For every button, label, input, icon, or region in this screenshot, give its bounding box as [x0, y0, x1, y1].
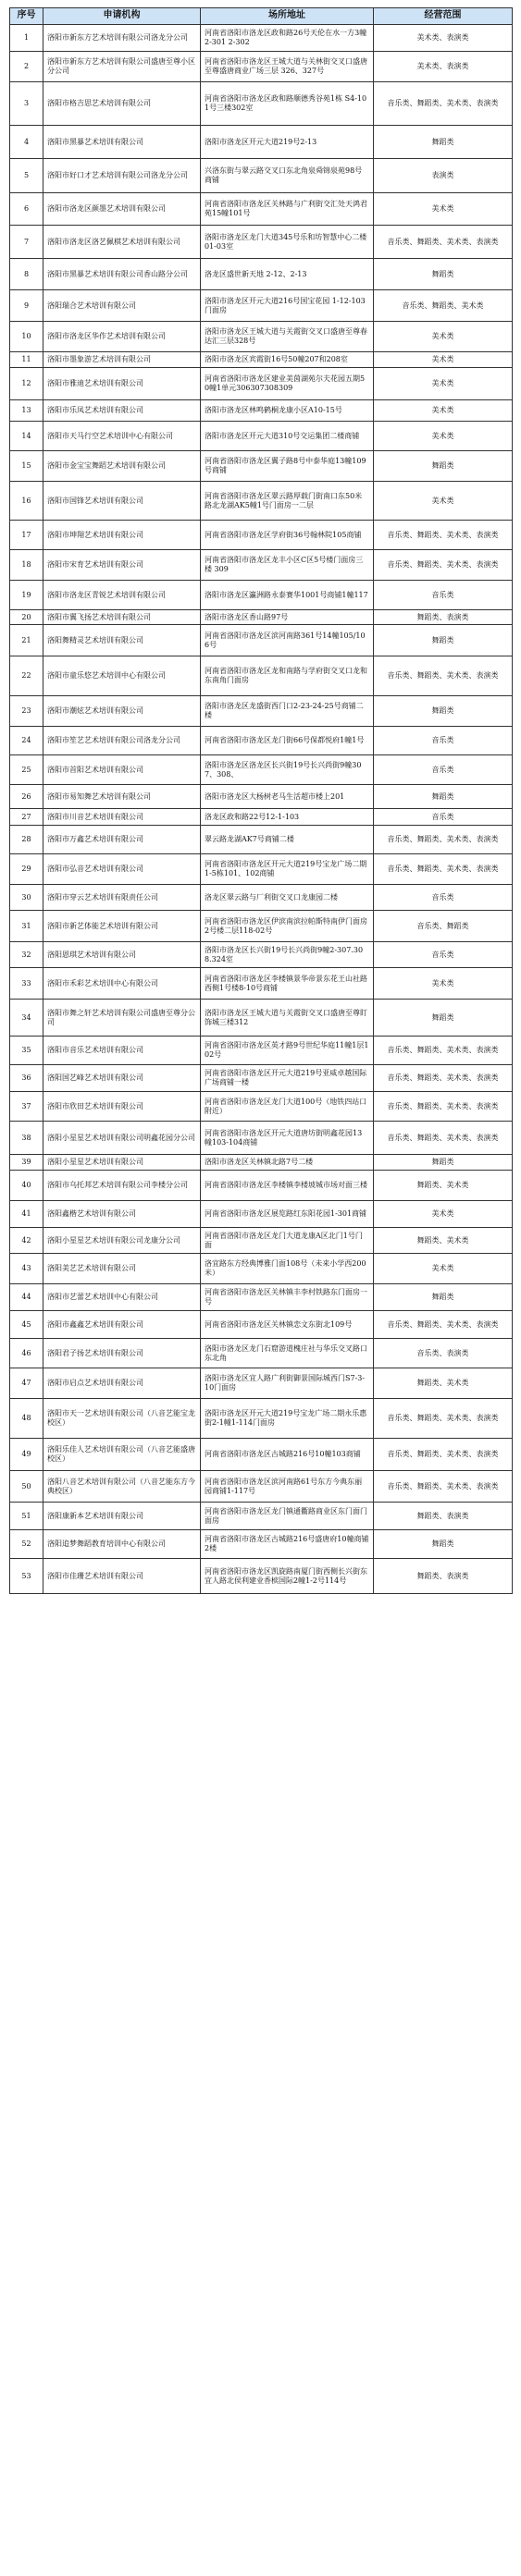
venue-address: 河南省洛阳市洛龙区滨河南路61号东方今典东丽园商铺1-117号	[201, 1471, 374, 1503]
venue-address: 河南省洛阳市洛龙区开元大道219号宝龙广场二期1-5栋101、102商铺	[201, 854, 374, 885]
row-number: 8	[10, 259, 43, 290]
table-row	[10, 159, 513, 193]
table-row	[10, 1503, 513, 1530]
table-row	[10, 193, 513, 226]
table-row	[10, 451, 513, 482]
business-scope: 舞蹈类、表演类	[374, 1503, 513, 1530]
row-number: 9	[10, 290, 43, 322]
business-scope: 音乐类、舞蹈类、美术类、表演类	[374, 826, 513, 854]
row-number: 20	[10, 610, 43, 625]
row-number: 29	[10, 854, 43, 885]
table-row	[10, 696, 513, 727]
row-number: 6	[10, 193, 43, 226]
institution-name: 洛阳市黑暴艺术培训有限公司香山路分公司	[43, 259, 201, 290]
venue-address: 河南省洛阳市洛龙区龙门镇通衢路商业区东门面门面房	[201, 1503, 374, 1530]
business-scope: 美术类	[374, 322, 513, 352]
institution-name: 洛阳市潮炫艺术培训有限公司	[43, 696, 201, 727]
institution-name: 洛阳市宋育艺术培训有限公司	[43, 550, 201, 581]
business-scope: 表演类	[374, 159, 513, 193]
row-number: 40	[10, 1171, 43, 1201]
row-number: 31	[10, 911, 43, 942]
row-number: 43	[10, 1254, 43, 1284]
institution-name: 洛阳市首阳艺术培训有限公司	[43, 755, 201, 785]
business-scope: 音乐类、舞蹈类、美术类、表演类	[374, 1311, 513, 1339]
table-row	[10, 1368, 513, 1399]
table-row	[10, 352, 513, 368]
table-row	[10, 755, 513, 785]
business-scope: 舞蹈类	[374, 259, 513, 290]
row-number: 45	[10, 1311, 43, 1339]
table-body	[10, 25, 513, 1594]
institution-name: 洛阳市天马行空艺术培训中心有限公司	[43, 422, 201, 451]
venue-address: 河南省洛阳市洛龙区展览路红东阳花园1-301商铺	[201, 1201, 374, 1228]
table-row	[10, 126, 513, 159]
business-scope: 音乐类、舞蹈类、美术类、表演类	[374, 1471, 513, 1503]
business-scope: 舞蹈类、美术类	[374, 1228, 513, 1254]
row-number: 1	[10, 25, 43, 52]
business-scope: 舞蹈类、表演类	[374, 1559, 513, 1594]
business-scope: 音乐类、舞蹈类、美术类、表演类	[374, 656, 513, 696]
table-row	[10, 550, 513, 581]
institution-name: 洛阳市国锋艺术培训有限公司	[43, 482, 201, 521]
institution-name: 洛阳市笙艺艺术培训有限公司洛龙分公司	[43, 727, 201, 755]
venue-address: 河南省洛阳市洛龙区滨河南路361号14幢105/106号	[201, 625, 374, 656]
institution-name: 洛阳乐佳人艺术培训有限公司（八音艺能盛唐校区）	[43, 1439, 201, 1471]
business-scope: 美术类	[374, 193, 513, 226]
business-scope: 音乐类	[374, 809, 513, 826]
row-number: 27	[10, 809, 43, 826]
venue-address: 洛阳市洛龙区开元大道310号交运集团二楼商铺	[201, 422, 374, 451]
business-scope: 舞蹈类	[374, 785, 513, 809]
institution-name: 洛阳市新东方艺术培训有限公司洛龙分公司	[43, 25, 201, 52]
row-number: 12	[10, 368, 43, 400]
business-scope: 音乐类、舞蹈类、美术类、表演类	[374, 1037, 513, 1065]
row-number: 25	[10, 755, 43, 785]
venue-address: 洛阳市洛龙区宾霞街16号50幢207和208室	[201, 352, 374, 368]
venue-address: 河南省洛阳市洛龙区凯旋路南厦门街西侧长兴街东宜人路北侯利建业香槟国际2幢1-2号114号	[201, 1559, 374, 1594]
business-scope: 美术类	[374, 968, 513, 1000]
business-scope: 舞蹈类	[374, 1155, 513, 1171]
venue-address: 河南省洛阳市洛龙区古城路216号盛唐府10幢商铺2楼	[201, 1530, 374, 1559]
table-row	[10, 400, 513, 422]
table-row	[10, 1439, 513, 1471]
row-number: 5	[10, 159, 43, 193]
institution-name: 洛阳市穿云艺术培训有限责任公司	[43, 885, 201, 911]
business-scope: 舞蹈类	[374, 126, 513, 159]
table-row	[10, 1339, 513, 1368]
row-number: 50	[10, 1471, 43, 1503]
business-scope: 美术类	[374, 352, 513, 368]
row-number: 13	[10, 400, 43, 422]
row-number: 47	[10, 1368, 43, 1399]
venue-address: 河南省洛阳市洛龙区翠云路厚载门街南口东50米路北龙湖AK5幢1号门面房一二层	[201, 482, 374, 521]
row-number: 14	[10, 422, 43, 451]
venue-address: 洛宜路东方经典博雅门面108号（未来小学西200米）	[201, 1254, 374, 1284]
row-number: 24	[10, 727, 43, 755]
row-number: 22	[10, 656, 43, 696]
venue-address: 翠云路龙湖AK7号商铺二楼	[201, 826, 374, 854]
row-number: 42	[10, 1228, 43, 1254]
venue-address: 洛阳市洛龙区开元大道216号国宝花园 1-12-103 门面房	[201, 290, 374, 322]
table-row	[10, 521, 513, 550]
business-scope: 美术类	[374, 1201, 513, 1228]
institution-name: 洛阳市坤翔艺术培训有限公司	[43, 521, 201, 550]
venue-address: 河南省洛阳市洛龙区关林镇丰李村铁路东门面房一号	[201, 1284, 374, 1311]
row-number: 17	[10, 521, 43, 550]
venue-address: 河南省洛阳市洛龙区伊滨南滨拉帕斯特南伊门面房2号楼二层118-02号	[201, 911, 374, 942]
venue-address: 洛阳市洛龙区宜人路广利街御景国际城西门S7-3-10门面房	[201, 1368, 374, 1399]
table-row	[10, 226, 513, 259]
business-scope: 音乐类、舞蹈类、美术类、表演类	[374, 1065, 513, 1092]
venue-address: 河南省洛阳市洛龙区龙门大道100号（地铁四站口附近）	[201, 1092, 374, 1122]
institution-name: 洛阳瑞合艺术培训有限公司	[43, 290, 201, 322]
table-row	[10, 1122, 513, 1155]
venue-address: 洛龙区盛世新天地 2-12、2-13	[201, 259, 374, 290]
row-number: 2	[10, 52, 43, 82]
header-org: 申请机构	[43, 8, 201, 25]
table-row	[10, 885, 513, 911]
institution-name: 洛阳市禾彩艺术培训中心有限公司	[43, 968, 201, 1000]
business-scope: 美术类	[374, 422, 513, 451]
row-number: 30	[10, 885, 43, 911]
institution-name: 洛阳市洛龙区颜墨艺术培训有限公司	[43, 193, 201, 226]
institution-name: 洛阳市乌托邦艺术培训有限公司李楼分公司	[43, 1171, 201, 1201]
business-scope: 美术类	[374, 400, 513, 422]
table-row	[10, 625, 513, 656]
table-row	[10, 1559, 513, 1594]
institution-name: 洛阳追梦舞蹈教育培训中心有限公司	[43, 1530, 201, 1559]
institution-name: 洛阳市川音艺术培训有限公司	[43, 809, 201, 826]
venue-address: 河南省洛阳市洛龙区建业美茵湖苑尔夫花园五期50幢1单元306307308309	[201, 368, 374, 400]
venue-address: 洛阳市洛龙区王城大道与关霞街交叉口盛唐至尊盯饰城三楼312	[201, 1000, 374, 1037]
business-scope: 音乐类、舞蹈类、美术类、表演类	[374, 1092, 513, 1122]
institution-name: 洛阳市佳珊艺术培训有限公司	[43, 1559, 201, 1594]
table-row	[10, 52, 513, 82]
venue-address: 洛阳市洛龙区洛龙区长兴街19号长兴尚街9幢307、308、	[201, 755, 374, 785]
business-scope: 音乐类、舞蹈类、美术类、表演类	[374, 82, 513, 126]
table-row	[10, 854, 513, 885]
venue-address: 河南省洛阳市洛龙区关林路与广利街交汇处天鸿君苑15幢101号	[201, 193, 374, 226]
business-scope: 音乐类	[374, 885, 513, 911]
row-number: 4	[10, 126, 43, 159]
institution-name: 洛阳市新艺体能艺术培训有限公司	[43, 911, 201, 942]
institution-name: 洛阳市鑫鑫艺术培训有限公司	[43, 1311, 201, 1339]
institution-name: 洛阳市翼飞扬艺术培训有限公司	[43, 610, 201, 625]
table-row	[10, 942, 513, 968]
row-number: 11	[10, 352, 43, 368]
venue-address: 洛阳市洛龙区开元大道219号宝龙广场二期永乐惠街2-1幢1-114门面房	[201, 1399, 374, 1439]
institution-name: 洛阳市雅迪艺术培训有限公司	[43, 368, 201, 400]
table-header	[10, 8, 513, 25]
table-row	[10, 1399, 513, 1439]
institution-name: 洛阳小星星艺术培训有限公司	[43, 1155, 201, 1171]
row-number: 48	[10, 1399, 43, 1439]
venue-address: 洛阳市洛龙区龙盛街西门口2-23-24-25号商铺二楼	[201, 696, 374, 727]
row-number: 39	[10, 1155, 43, 1171]
venue-address: 洛阳市洛龙区大杨树老马生活超市楼上201	[201, 785, 374, 809]
table-row	[10, 656, 513, 696]
header-address: 场所地址	[201, 8, 374, 25]
venue-address: 洛龙区翠云路与厂利街交叉口龙康园二楼	[201, 885, 374, 911]
business-scope: 音乐类、舞蹈类、美术类、表演类	[374, 854, 513, 885]
institution-name: 洛阳市童乐悠艺术培训中心有限公司	[43, 656, 201, 696]
institution-name: 洛阳市洛龙区华作艺术培训有限公司	[43, 322, 201, 352]
header-scope: 经营范围	[374, 8, 513, 25]
business-scope: 音乐类、舞蹈类、美术类、表演类	[374, 1122, 513, 1155]
institution-name: 洛阳鑫楷艺术培训有限公司	[43, 1201, 201, 1228]
venue-address: 河南省洛阳市洛龙区李楼镇李楼坡城市场对面三楼	[201, 1171, 374, 1201]
venue-address: 洛阳市洛龙区开元大道219号2-13	[201, 126, 374, 159]
table-row	[10, 1155, 513, 1171]
institution-name: 洛阳市黑暴艺术培训有限公司	[43, 126, 201, 159]
table-row	[10, 1171, 513, 1201]
venue-address: 河南省洛阳市洛龙区英才路9号世纪华庭11幢1层102号	[201, 1037, 374, 1065]
business-scope: 音乐类	[374, 755, 513, 785]
table-row	[10, 1530, 513, 1559]
institution-name: 洛阳市音乐艺术培训有限公司	[43, 1037, 201, 1065]
business-scope: 美术类	[374, 482, 513, 521]
venue-address: 河南省洛阳市洛龙区学府街36号翰林院105商铺	[201, 521, 374, 550]
institution-name: 洛阳小星星艺术培训有限公司明鑫花园分公司	[43, 1122, 201, 1155]
venue-address: 河南省洛阳市洛龙区龙丰小区C区5号楼门面房三楼 309	[201, 550, 374, 581]
row-number: 44	[10, 1284, 43, 1311]
row-number: 51	[10, 1503, 43, 1530]
venue-address: 兴洛东街与翠云路交叉口东北角泉舜锦泉苑98号商铺	[201, 159, 374, 193]
table-row	[10, 610, 513, 625]
institution-name: 洛阳市舞之轩艺术培训有限公司盛唐至尊分公司	[43, 1000, 201, 1037]
institution-name: 洛阳市好口才艺术培训有限公司洛龙分公司	[43, 159, 201, 193]
institution-name: 洛阳市欣田艺术培训有限公司	[43, 1092, 201, 1122]
table-row	[10, 259, 513, 290]
row-number: 37	[10, 1092, 43, 1122]
table-row	[10, 911, 513, 942]
business-scope: 舞蹈类、表演类	[374, 610, 513, 625]
row-number: 33	[10, 968, 43, 1000]
venue-address: 河南省洛阳市洛龙区政和路顺德秀谷苑1栋 S4-101号三楼302室	[201, 82, 374, 126]
row-number: 34	[10, 1000, 43, 1037]
table-row	[10, 1000, 513, 1037]
table-row	[10, 968, 513, 1000]
institution-name: 洛阳美艺艺术培训有限公司	[43, 1254, 201, 1284]
table-row	[10, 25, 513, 52]
row-number: 46	[10, 1339, 43, 1368]
institution-name: 洛阳市弘音艺术培训有限公司	[43, 854, 201, 885]
institution-name: 洛阳市艺蕾艺术培训中心有限公司	[43, 1284, 201, 1311]
table-row	[10, 1092, 513, 1122]
institution-name: 洛阳市金宝宝舞蹈艺术培训有限公司	[43, 451, 201, 482]
row-number: 38	[10, 1122, 43, 1155]
venue-address: 洛阳市洛龙区瀛洲路永泰赛华1001号商铺1幢117	[201, 581, 374, 610]
business-scope: 美术类	[374, 1254, 513, 1284]
table-row	[10, 1065, 513, 1092]
table-row	[10, 322, 513, 352]
venue-address: 河南省洛阳市洛龙区开元大道唐坊街明鑫花园13幢103-104商铺	[201, 1122, 374, 1155]
business-scope: 音乐类、舞蹈类、美术类、表演类	[374, 1439, 513, 1471]
institution-name: 洛阳市启点艺术培训有限公司	[43, 1368, 201, 1399]
header-no: 序号	[10, 8, 43, 25]
business-scope: 音乐类、舞蹈类、美术类、表演类	[374, 1399, 513, 1439]
business-scope: 美术类、表演类	[374, 52, 513, 82]
row-number: 15	[10, 451, 43, 482]
institution-name: 洛阳市洛龙区青锐艺术培训有限公司	[43, 581, 201, 610]
business-scope: 美术类	[374, 368, 513, 400]
venue-address: 洛阳市洛龙区龙门大道345号乐和坊智慧中心二楼 01-03室	[201, 226, 374, 259]
institution-name: 洛阳八音艺术培训有限公司（八音艺能东方今典校区）	[43, 1471, 201, 1503]
venue-address: 洛阳市洛龙区关林镇北路7号二楼	[201, 1155, 374, 1171]
business-scope: 音乐类	[374, 727, 513, 755]
row-number: 49	[10, 1439, 43, 1471]
table-row	[10, 1471, 513, 1503]
institution-table	[9, 7, 513, 1594]
row-number: 18	[10, 550, 43, 581]
business-scope: 音乐类、舞蹈类、美术类、表演类	[374, 550, 513, 581]
institution-name: 洛阳小星星艺术培训有限公司龙康分公司	[43, 1228, 201, 1254]
table-row	[10, 368, 513, 400]
table-row	[10, 1254, 513, 1284]
row-number: 52	[10, 1530, 43, 1559]
business-scope: 音乐类、表演类	[374, 1339, 513, 1368]
venue-address: 河南省洛阳市洛龙区王城大道与关林街交叉口盛唐至尊盛唐商业广场三层 326、327号	[201, 52, 374, 82]
venue-address: 河南省洛阳市洛龙区开元大道219号亚威卓越国际广场商铺一楼	[201, 1065, 374, 1092]
row-number: 41	[10, 1201, 43, 1228]
table-row	[10, 785, 513, 809]
row-number: 3	[10, 82, 43, 126]
business-scope: 音乐类	[374, 942, 513, 968]
row-number: 53	[10, 1559, 43, 1594]
venue-address: 洛阳市洛龙区林鸣鹤桐龙康小区A10-15号	[201, 400, 374, 422]
table-row	[10, 826, 513, 854]
business-scope: 舞蹈类	[374, 451, 513, 482]
institution-name: 洛阳舞精灵艺术培训有限公司	[43, 625, 201, 656]
institution-name: 洛阳市新东方艺术培训有限公司盛唐至尊小区分公司	[43, 52, 201, 82]
business-scope: 舞蹈类	[374, 1284, 513, 1311]
institution-name: 洛阳市天一艺术培训有限公司（八音艺能宝龙校区）	[43, 1399, 201, 1439]
institution-name: 洛阳市墨象游艺术培训有限公司	[43, 352, 201, 368]
venue-address: 洛龙区政和路22号12-1-103	[201, 809, 374, 826]
venue-address: 河南省洛阳市洛龙区龙门大道龙康A区北门1号门面	[201, 1228, 374, 1254]
row-number: 32	[10, 942, 43, 968]
business-scope: 音乐类、舞蹈类、美术类、表演类	[374, 521, 513, 550]
business-scope: 舞蹈类	[374, 696, 513, 727]
institution-name: 洛阳君子扬艺术培训有限公司	[43, 1339, 201, 1368]
institution-name: 洛阳康新本艺术培训有限公司	[43, 1503, 201, 1530]
row-number: 26	[10, 785, 43, 809]
row-number: 28	[10, 826, 43, 854]
header-row	[10, 8, 513, 25]
row-number: 19	[10, 581, 43, 610]
row-number: 23	[10, 696, 43, 727]
business-scope: 舞蹈类	[374, 625, 513, 656]
table-row	[10, 809, 513, 826]
venue-address: 洛阳市洛龙区长兴街19号长兴尚街9幢2-307.308.324室	[201, 942, 374, 968]
table-row	[10, 1311, 513, 1339]
business-scope: 舞蹈类、美术类	[374, 1368, 513, 1399]
business-scope: 音乐类、舞蹈类、美术类、表演类	[374, 226, 513, 259]
row-number: 21	[10, 625, 43, 656]
business-scope: 音乐类	[374, 581, 513, 610]
business-scope: 音乐类、舞蹈类、美术类	[374, 290, 513, 322]
table-row	[10, 422, 513, 451]
row-number: 7	[10, 226, 43, 259]
business-scope: 美术类、表演类	[374, 25, 513, 52]
venue-address: 河南省洛阳市洛龙区李楼镇景华帝景东花王山社路西侧1号楼8-10号商铺	[201, 968, 374, 1000]
row-number: 35	[10, 1037, 43, 1065]
venue-address: 洛阳市洛龙区王城大道与关霞街交叉口盛唐至尊春达汇三层328号	[201, 322, 374, 352]
row-number: 36	[10, 1065, 43, 1092]
business-scope: 舞蹈类	[374, 1530, 513, 1559]
table-row	[10, 482, 513, 521]
venue-address: 河南省洛阳市洛龙区龙和南路与学府街交叉口龙和东南角门面房	[201, 656, 374, 696]
table-row	[10, 1228, 513, 1254]
institution-name: 洛阳市格吉思艺术培训有限公司	[43, 82, 201, 126]
institution-name: 洛阳国艺峰艺术培训有限公司	[43, 1065, 201, 1092]
business-scope: 舞蹈类	[374, 1000, 513, 1037]
venue-address: 河南省洛阳市洛龙区古城路216号10幢103商铺	[201, 1439, 374, 1471]
venue-address: 河南省洛阳市洛龙区政和路26号天伦在水一方3幢2-301 2-302	[201, 25, 374, 52]
table-row	[10, 581, 513, 610]
table-row	[10, 82, 513, 126]
row-number: 16	[10, 482, 43, 521]
venue-address: 河南省洛阳市洛龙区翼子路8号中泰华庭13幢109号商铺	[201, 451, 374, 482]
institution-name: 洛阳市乐凤艺术培训有限公司	[43, 400, 201, 422]
venue-address: 洛阳市洛龙区龙门石窟游道槐庄社与华乐交叉路口东北角	[201, 1339, 374, 1368]
table-row	[10, 290, 513, 322]
institution-name: 洛阳恩琪艺术培训有限公司	[43, 942, 201, 968]
venue-address: 河南省洛阳市洛龙区关林镇恋文东街北109号	[201, 1311, 374, 1339]
table-row	[10, 1284, 513, 1311]
table-row	[10, 1037, 513, 1065]
institution-name: 洛阳市万鑫艺术培训有限公司	[43, 826, 201, 854]
venue-address: 洛阳市洛龙区香山路97号	[201, 610, 374, 625]
institution-name: 洛阳市易知舞艺术培训有限公司	[43, 785, 201, 809]
table-row	[10, 1201, 513, 1228]
venue-address: 河南省洛阳市洛龙区龙门街66号保都悦府1幢1号	[201, 727, 374, 755]
table-row	[10, 727, 513, 755]
row-number: 10	[10, 322, 43, 352]
business-scope: 音乐类、舞蹈类	[374, 911, 513, 942]
business-scope: 舞蹈类、美术类	[374, 1171, 513, 1201]
institution-name: 洛阳市洛龙区洛艺佩棋艺术培训有限公司	[43, 226, 201, 259]
